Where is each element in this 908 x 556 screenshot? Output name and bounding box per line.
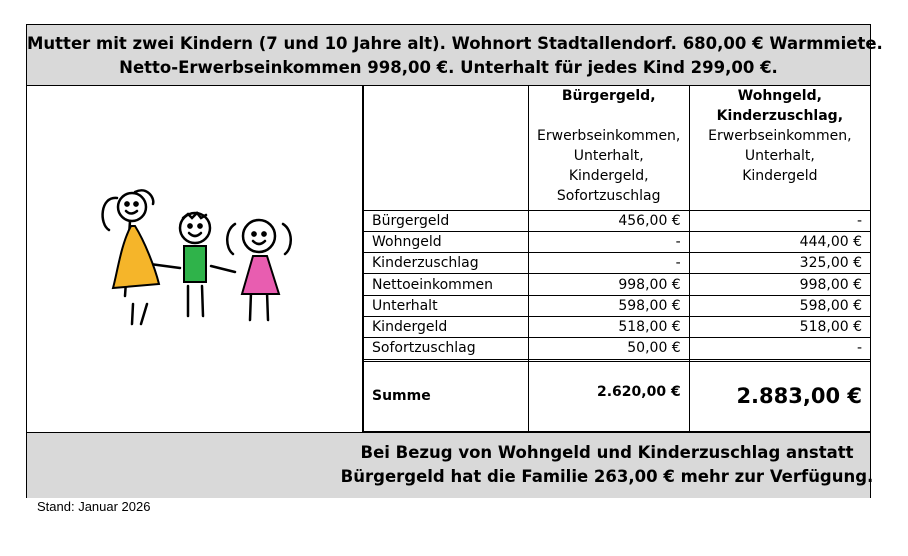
row-value-buergergeld: 518,00 € <box>528 316 689 337</box>
conclusion-footer <box>27 432 874 498</box>
row-value-buergergeld: - <box>528 253 689 274</box>
row-label: Unterhalt <box>364 295 529 316</box>
row-label: Kinderzuschlag <box>364 253 529 274</box>
comparison-table <box>363 86 870 432</box>
row-label: Nettoeinkommen <box>364 274 529 295</box>
row-value-wohngeld: 518,00 € <box>689 316 870 337</box>
header-wohngeld-line: Kindergeld <box>742 168 818 184</box>
sum-value-wohngeld <box>689 361 870 431</box>
table-row <box>364 231 871 252</box>
girl-dress <box>242 256 279 294</box>
header-buergergeld-title: Bürgergeld, <box>561 88 656 104</box>
footer-line-1: Bei Bezug von Wohngeld und Kinderzuschlag anstatt <box>360 443 854 462</box>
row-value-wohngeld: 598,00 € <box>689 295 870 316</box>
sum-label: Summe <box>364 361 529 431</box>
footer-line-2: Bürgergeld hat die Familie 263,00 € mehr zur Verfügung. <box>340 467 874 486</box>
family-stick-figures-icon <box>95 184 295 334</box>
boy-shirt <box>184 246 206 282</box>
table-row <box>364 338 871 359</box>
comparison-frame <box>26 24 883 498</box>
row-label: Bürgergeld <box>364 210 529 231</box>
row-value-buergergeld: 998,00 € <box>528 274 689 295</box>
row-value-wohngeld: 325,00 € <box>689 253 870 274</box>
row-label: Wohngeld <box>364 231 529 252</box>
row-value-buergergeld: - <box>528 231 689 252</box>
header-buergergeld-line: Erwerbseinkommen, <box>537 128 681 144</box>
table-row <box>364 274 871 295</box>
mother-dress <box>113 226 159 288</box>
table-sum-row <box>364 361 871 431</box>
row-value-wohngeld: 444,00 € <box>689 231 870 252</box>
header-line-2: Netto-Erwerbseinkommen 998,00 €. Unterhalt für jedes Kind 299,00 €. <box>119 58 778 77</box>
header-empty-cell <box>364 86 529 210</box>
header-buergergeld-line: Kindergeld, <box>568 168 649 184</box>
header-wohngeld-title-b: Kinderzuschlag, <box>716 108 844 124</box>
sum-value-wohngeld-text: 2.883,00 € <box>736 384 862 409</box>
table-row <box>364 210 871 231</box>
table-row <box>364 295 871 316</box>
row-value-buergergeld: 456,00 € <box>528 210 689 231</box>
row-label: Sofortzuschlag <box>364 338 529 359</box>
row-value-wohngeld: 998,00 € <box>689 274 870 295</box>
table-row <box>364 316 871 337</box>
header-wohngeld-title-a: Wohngeld, <box>737 88 822 104</box>
row-value-buergergeld: 598,00 € <box>528 295 689 316</box>
table-header-row <box>364 86 871 210</box>
row-value-buergergeld: 50,00 € <box>528 338 689 359</box>
scenario-header <box>27 25 883 86</box>
header-wohngeld-line: Erwerbseinkommen, <box>708 128 852 144</box>
row-value-wohngeld: - <box>689 338 870 359</box>
header-line-1: Mutter mit zwei Kindern (7 und 10 Jahre alt). Wohnort Stadtallendorf. 680,00 € Warmmiete. <box>27 34 883 53</box>
date-stamp: Stand: Januar 2026 <box>37 499 151 514</box>
header-buergergeld-line: Sofortzuschlag <box>556 188 661 204</box>
row-label: Kindergeld <box>364 316 529 337</box>
header-buergergeld-line: Unterhalt, <box>573 148 644 164</box>
table-row <box>364 253 871 274</box>
row-value-wohngeld: - <box>689 210 870 231</box>
sum-value-buergergeld: 2.620,00 € <box>528 361 689 431</box>
header-wohngeld <box>689 86 870 210</box>
header-wohngeld-line: Unterhalt, <box>744 148 815 164</box>
header-buergergeld <box>528 86 689 210</box>
illustration-cell <box>27 86 363 432</box>
